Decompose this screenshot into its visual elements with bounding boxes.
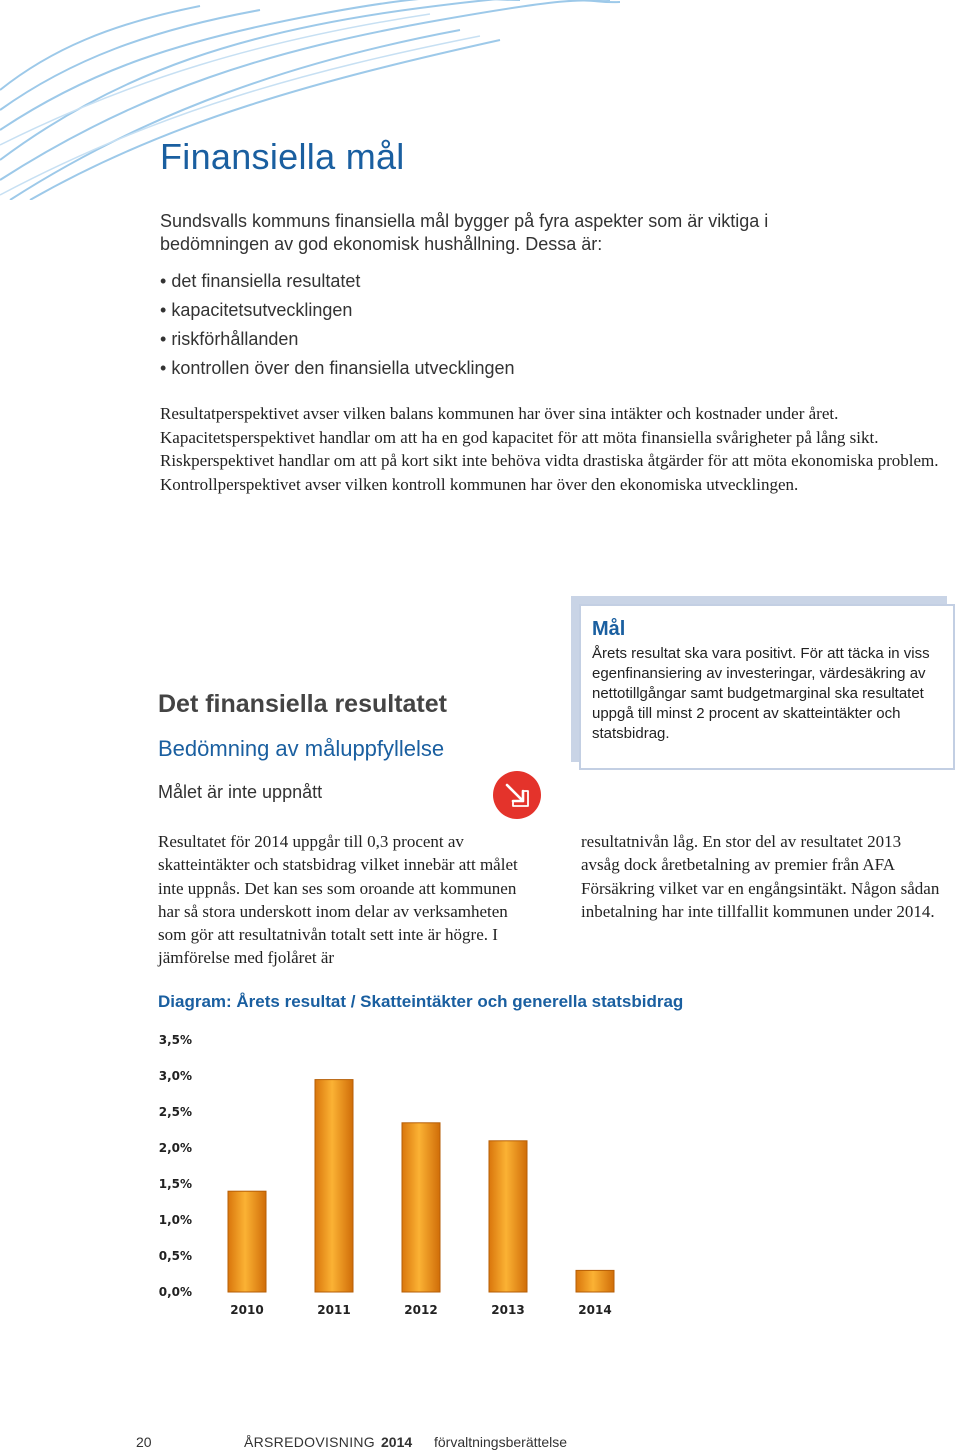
body-text-left: Resultatet för 2014 uppgår till 0,3 procent av skatteintäkter och statsbidrag vilket innebär att målet inte uppnås. Det kan ses som oroande att kommunen har så stora underskott inom delar av verksamheten som gör att resultatnivån totalt sett inte är högre. I jämförelse med fjolåret är — [158, 832, 518, 968]
y-tick-label: 0,5% — [158, 1249, 192, 1263]
y-tick-label: 0,0% — [158, 1285, 192, 1299]
footer-report-title: ÅRSREDOVISNING — [244, 1434, 375, 1450]
section-heading: Det finansiella resultatet — [158, 690, 447, 718]
y-tick-label: 3,0% — [158, 1069, 192, 1083]
y-tick-label: 3,5% — [158, 1033, 192, 1047]
list-item: • riskförhållanden — [160, 326, 515, 355]
chart-title: Diagram: Årets resultat / Skatteintäkter och generella statsbidrag — [158, 992, 684, 1011]
page-title: Finansiella mål — [160, 136, 405, 177]
goal-title: Mål — [592, 618, 626, 640]
y-tick-label: 2,0% — [158, 1141, 192, 1155]
bar-2010 — [228, 1191, 266, 1292]
y-tick-label: 2,5% — [158, 1105, 192, 1119]
x-tick-label: 2010 — [230, 1303, 264, 1317]
bar-2014 — [576, 1270, 614, 1292]
result-bar-chart — [140, 1024, 640, 1324]
bar-2012 — [402, 1123, 440, 1292]
arrow-down-right-icon — [492, 770, 542, 820]
list-item: • kapacitetsutvecklingen — [160, 297, 515, 326]
goal-text: Årets resultat ska vara positivt. För att täcka in viss egenfinansiering av investeringar, värdesäkring av nettotillgångar samt budgetmarginal ska resultatet uppgå till minst 2 procent av skatteintäkter och statsbidrag. — [592, 645, 930, 742]
aspect-list — [160, 268, 515, 384]
bar-2011 — [315, 1080, 353, 1292]
footer-section: förvaltningsberättelse — [434, 1434, 568, 1450]
footer-year: 2014 — [381, 1434, 413, 1450]
bar-2013 — [489, 1141, 527, 1292]
section-subheading: Bedömning av måluppfyllelse — [158, 736, 445, 761]
body-text-right: resultatnivån låg. En stor del av resultatet 2013 avsåg dock åretbetalning av premier från AFA Försäkring vilket var en engångsintäkt. Någon sådan inbetalning har inte tillfallit kommunen under 2014. — [581, 832, 940, 921]
page-footer — [0, 1432, 960, 1454]
x-tick-label: 2013 — [491, 1303, 525, 1317]
x-tick-label: 2014 — [578, 1303, 612, 1317]
list-item: • det finansiella resultatet — [160, 268, 515, 297]
y-tick-label: 1,0% — [158, 1213, 192, 1227]
x-tick-label: 2011 — [317, 1303, 351, 1317]
x-tick-label: 2012 — [404, 1303, 438, 1317]
goal-status: Målet är inte uppnått — [158, 782, 323, 802]
perspectives-paragraph: Resultatperspektivet avser vilken balans kommunen har över sina intäkter och kostnader under året. Kapacitetsperspektivet handlar om att ha en god kapacitet för att möta finansiella svårigheter på lång sikt. Riskperspektivet handlar om att på kort sikt inte behöva vidta drastiska åtgärder för att möta ekonomiska problem. Kontrollperspektivet avser vilken kontroll kommunen har över den ekonomiska utvecklingen. — [160, 404, 939, 494]
y-tick-label: 1,5% — [158, 1177, 192, 1191]
intro-paragraph: Sundsvalls kommuns finansiella mål bygger på fyra aspekter som är viktiga i bedömningen av god ekonomisk hushållning. Dessa är: — [160, 211, 769, 254]
page-number: 20 — [136, 1434, 152, 1450]
list-item: • kontrollen över den finansiella utvecklingen — [160, 355, 515, 384]
